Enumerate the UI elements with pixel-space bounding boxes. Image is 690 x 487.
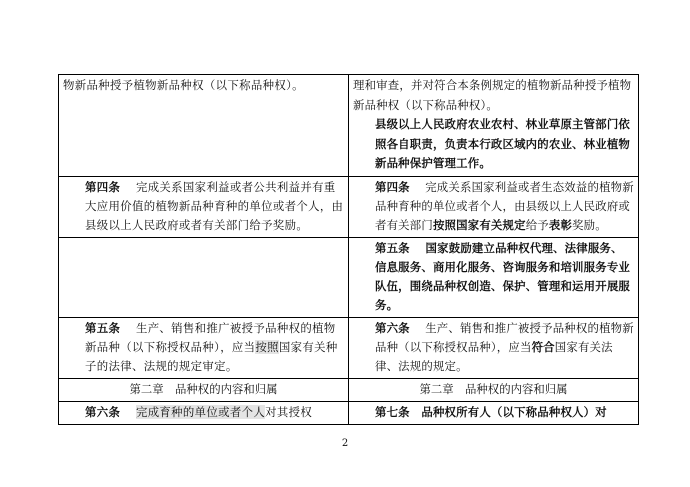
page-number: 2: [341, 438, 349, 449]
right-cell-article4: [349, 176, 639, 237]
article-text: 奖励。: [572, 217, 607, 232]
article-text: 对其授权: [265, 404, 313, 419]
right-cell-article5-new: [349, 237, 639, 317]
left-cell-article3-end: [59, 75, 349, 177]
article-number: 第六条: [375, 320, 410, 335]
article-number: 第五条: [85, 320, 121, 335]
article-text: 完成关系国家利益或者公共利益并有重大应用价值的植物新品种育种的单位或者个人，由县级以上人民政府或者有关部门给予奖励。: [85, 179, 344, 232]
article-number: 第四条: [85, 179, 121, 194]
table-row: [59, 237, 639, 317]
right-cell-article6: [349, 317, 639, 378]
article-text: 生产、销售和推广被授予品种权的植物新品种（以下称授权品种），应当: [375, 320, 634, 354]
right-text: 理和审查，并对符合本条例规定的植物新品种授予植物新品种权（以下称品种权）。: [353, 78, 632, 112]
article-text: 给予: [525, 217, 549, 232]
table-row: [59, 317, 639, 378]
right-cell-article3: [349, 75, 639, 177]
left-cell-article4: [59, 176, 349, 237]
left-cell-article6: [59, 401, 349, 424]
chapter-title: 第二章 品种权的内容和归属: [419, 381, 568, 396]
right-text-added: 县级以上人民政府农业农村、林业草原主管部门依照各自职责，负责本行政区域内的农业、林业植物新品种保护管理工作。: [375, 117, 630, 170]
article-text: 国家有关种子的法律、法规的规定审定。: [85, 339, 338, 373]
left-text: 物新品种授予植物新品种权（以下称品种权）。: [63, 78, 304, 92]
article-text: 生产、销售和推广被授予品种权的植物新品种（以下称授权品种），应当: [85, 320, 336, 354]
table-row: [59, 401, 639, 424]
article-number: 第六条: [85, 404, 121, 419]
left-cell-article5: [59, 317, 349, 378]
article-text: 国家有关法律、法规的规定。: [375, 339, 613, 373]
left-chapter-heading: [59, 378, 349, 401]
right-chapter-heading: [349, 378, 639, 401]
added-text: 按照国家有关规定: [432, 217, 526, 232]
article-number: 第四条: [375, 179, 410, 194]
article-text: 完成关系国家利益或者生态效益的植物新品种育种的单位或者个人，由县级以上人民政府或者有关部门: [375, 179, 634, 232]
table-row: [59, 378, 639, 401]
chapter-title: 第二章 品种权的内容和归属: [129, 381, 278, 396]
right-cell-article7: [349, 401, 639, 424]
left-cell-empty: [59, 237, 349, 317]
comparison-table: [58, 74, 639, 425]
highlighted-text: 完成育种的单位或者个人: [135, 404, 266, 419]
table-row: [59, 75, 639, 177]
article-number: 第五条: [375, 240, 410, 255]
added-text: 符合: [531, 339, 555, 354]
article-text: 第七条 品种权所有人（以下称品种权人）对: [375, 404, 607, 419]
table-row: [59, 176, 639, 237]
added-text: 表彰: [548, 217, 573, 232]
article-text: 国家鼓励建立品种权代理、法律服务、信息服务、商用化服务、咨询服务和培训服务专业队伍，围绕品种权创造、保护、管理和运用开展服务。: [375, 240, 630, 312]
highlighted-text: 按照: [255, 339, 279, 354]
